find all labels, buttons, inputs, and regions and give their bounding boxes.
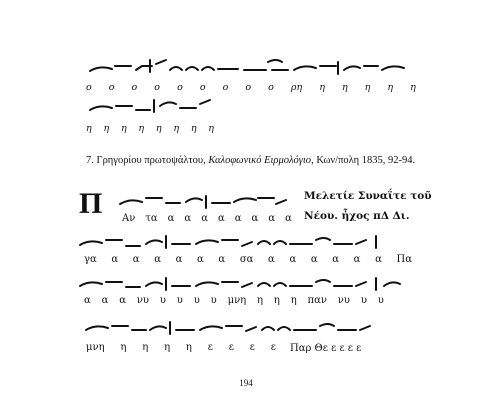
- syllable: μνη: [227, 295, 247, 306]
- side-label-upper: Μελετίε Συναΐτε τοῦ: [304, 190, 432, 202]
- syllable: η: [185, 342, 192, 353]
- syllables-line-2: [86, 124, 214, 134]
- syllables-line-4: [84, 255, 412, 265]
- syllable: υ: [210, 295, 217, 306]
- syllable: ο: [154, 82, 161, 93]
- syllable: ο: [108, 82, 115, 93]
- syllable: α: [184, 213, 192, 224]
- syllable: η: [142, 342, 149, 353]
- syllable: α: [218, 254, 226, 265]
- syllable: νυ: [337, 295, 350, 306]
- neume-line-4: [80, 236, 376, 248]
- syllable: ο: [177, 82, 183, 93]
- syllable: η: [273, 295, 280, 306]
- syllable: η: [364, 82, 371, 93]
- syllable: η: [173, 123, 180, 134]
- syllables-line-6: [86, 343, 276, 353]
- syllable: η: [208, 123, 214, 134]
- syllable: ρη: [290, 82, 303, 93]
- page-number: 194: [239, 378, 253, 388]
- caption-prefix: 7. Γρηγορίου πρωτοψάλτου,: [86, 155, 209, 166]
- drop-cap: Π: [79, 187, 103, 220]
- neume-line-1: [90, 60, 404, 74]
- neume-line-6: [86, 322, 370, 334]
- syllable: α: [119, 295, 126, 306]
- syllable: γα: [84, 254, 97, 265]
- syllables-line-5: [84, 296, 384, 306]
- syllable: η: [290, 295, 297, 306]
- syllable: α: [268, 254, 275, 265]
- syllable: νυ: [136, 295, 149, 306]
- syllable: η: [410, 82, 416, 93]
- neume-line-3: [120, 196, 286, 208]
- syllable: υ: [193, 295, 200, 306]
- syllables-line-1: [86, 83, 416, 93]
- syllable: η: [120, 342, 127, 353]
- syllable: η: [120, 123, 127, 134]
- syllable: α: [251, 213, 259, 224]
- syllable: ο: [245, 82, 252, 93]
- syllable: ε: [228, 342, 234, 353]
- syllable: α: [217, 213, 225, 224]
- side-label-lower: Νέου. ἦχος πΔ Δι.: [304, 210, 410, 222]
- figure-caption: [86, 155, 416, 166]
- syllable: υ: [176, 295, 183, 306]
- syllable: α: [234, 213, 242, 224]
- syllable: α: [310, 254, 318, 265]
- syllable: α: [111, 254, 119, 265]
- caption-title: Καλοφωνικό Ειρμολόγιο: [208, 155, 312, 166]
- syllable: α: [268, 213, 276, 224]
- syllable: ο: [86, 82, 92, 93]
- syllable: υ: [360, 295, 367, 306]
- syllable: ο: [199, 82, 206, 93]
- syllable: α: [84, 295, 91, 306]
- syllable: α: [285, 213, 292, 224]
- syllable: υ: [159, 295, 166, 306]
- syllable: τα: [145, 213, 158, 224]
- syllable: ε: [207, 342, 213, 353]
- syllable: α: [201, 213, 208, 224]
- syllable: ε: [270, 342, 276, 353]
- syllable: ο: [222, 82, 229, 93]
- syllable: η: [387, 82, 394, 93]
- syllable: η: [86, 123, 92, 134]
- syllable: η: [257, 295, 264, 306]
- syllable: η: [341, 82, 348, 93]
- syllable: η: [138, 123, 145, 134]
- syllable: α: [375, 254, 382, 265]
- syllable: Αν: [122, 213, 136, 224]
- syllable: η: [103, 123, 110, 134]
- syllable: α: [353, 254, 361, 265]
- syllable: α: [101, 295, 109, 306]
- syllable: σα: [239, 254, 254, 265]
- neume-line-2: [90, 100, 210, 112]
- syllable: μνη: [86, 342, 105, 353]
- syllables-line-3: [122, 214, 292, 224]
- syllable: ο: [268, 82, 274, 93]
- syllable: α: [154, 254, 161, 265]
- syllable: α: [167, 213, 175, 224]
- syllable: α: [197, 254, 204, 265]
- syllable: η: [190, 123, 197, 134]
- syllable: α: [175, 254, 183, 265]
- syllable: ο: [131, 82, 138, 93]
- syllables-line-6-tail: Παρ Θε ε ε ε ε: [290, 343, 362, 354]
- syllable: η: [164, 342, 171, 353]
- syllable: ε: [249, 342, 255, 353]
- syllable: υ: [377, 295, 384, 306]
- syllable: α: [289, 254, 297, 265]
- syllable-tail: Πα: [396, 254, 412, 265]
- syllable: η: [155, 123, 162, 134]
- syllable: παν: [307, 295, 327, 306]
- caption-suffix: , Κων/πολη 1835, 92-94.: [311, 155, 416, 166]
- neume-line-5: [80, 278, 400, 290]
- syllable: α: [132, 254, 140, 265]
- syllable: η: [319, 82, 325, 93]
- syllable: α: [332, 254, 340, 265]
